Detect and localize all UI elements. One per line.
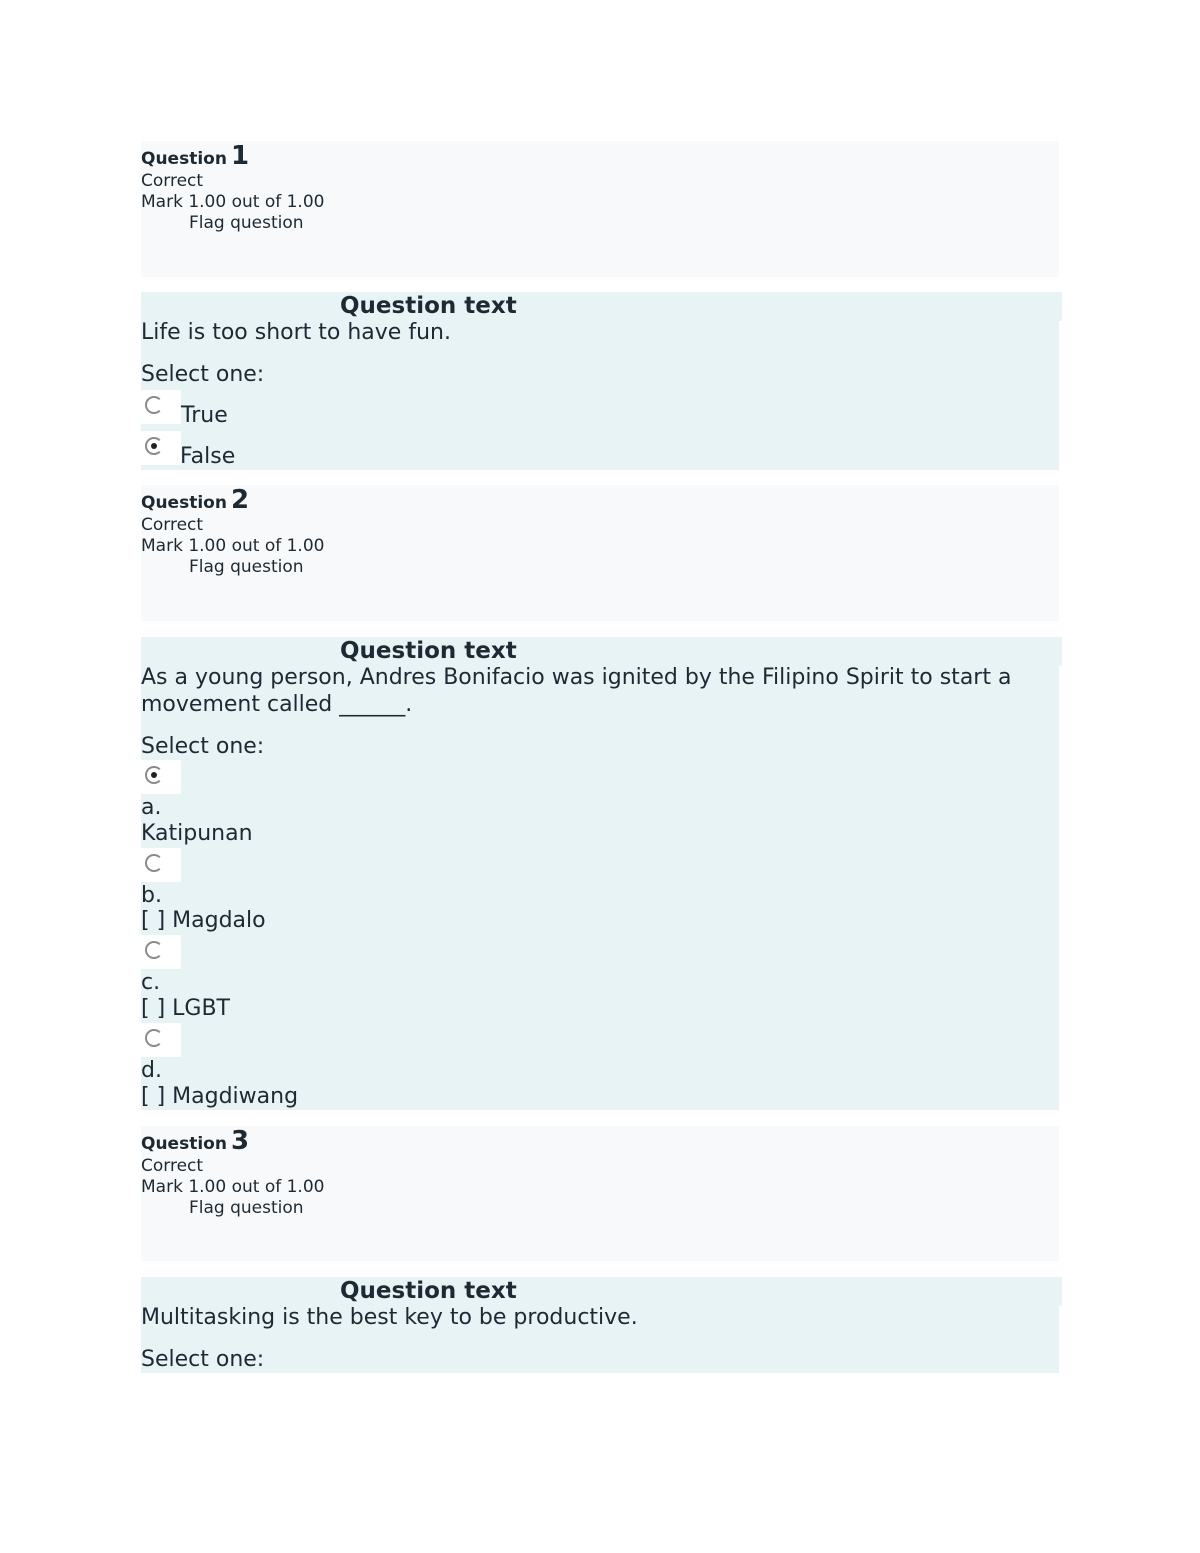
question-number: 1 — [230, 141, 250, 171]
option-false-label[interactable]: False — [180, 444, 236, 469]
option-b-letter: b. — [141, 883, 162, 908]
question-grade: Mark 1.00 out of 1.00 — [141, 536, 325, 556]
flag-question-link[interactable]: Flag question — [189, 213, 304, 233]
flag-question-link[interactable]: Flag question — [189, 557, 304, 577]
question-3-info — [141, 1126, 1059, 1261]
option-c-radio[interactable] — [141, 935, 181, 969]
option-c-letter: c. — [141, 970, 161, 995]
question-heading — [141, 143, 249, 172]
question-text-heading: Question text — [340, 637, 1062, 666]
option-d-label[interactable]: [ ] Magdiwang — [141, 1084, 299, 1109]
option-true-radio[interactable] — [141, 390, 181, 424]
radio-icon — [145, 1029, 163, 1047]
radio-checked-icon — [145, 437, 163, 455]
question-text-heading: Question text — [340, 1277, 1062, 1306]
option-c-label[interactable]: [ ] LGBT — [141, 996, 230, 1021]
option-a-label[interactable]: Katipunan — [141, 821, 253, 846]
question-3-content — [141, 1277, 1059, 1373]
question-heading — [141, 1128, 249, 1157]
option-a-radio[interactable] — [141, 760, 181, 794]
select-one-prompt: Select one: — [141, 1347, 265, 1372]
question-text-heading: Question text — [340, 292, 1062, 321]
option-false-radio[interactable] — [141, 431, 181, 465]
radio-icon — [145, 396, 163, 414]
question-text: Multitasking is the best key to be productive. — [141, 1305, 638, 1330]
question-2-info — [141, 485, 1059, 621]
question-state: Correct — [141, 515, 204, 535]
option-d-radio[interactable] — [141, 1023, 181, 1057]
question-grade: Mark 1.00 out of 1.00 — [141, 192, 325, 212]
question-heading — [141, 487, 249, 516]
option-b-label[interactable]: [ ] Magdalo — [141, 908, 266, 933]
question-label: Question — [141, 493, 227, 513]
option-d-letter: d. — [141, 1058, 162, 1083]
question-1-info — [141, 141, 1059, 277]
question-state: Correct — [141, 171, 204, 191]
question-number: 3 — [230, 1126, 250, 1156]
question-text: Life is too short to have fun. — [141, 320, 451, 345]
question-1-content — [141, 292, 1059, 470]
question-label: Question — [141, 1134, 227, 1154]
question-2-content — [141, 637, 1059, 1110]
flag-question-link[interactable]: Flag question — [189, 1198, 304, 1218]
question-text-line-2: movement called ______. — [141, 692, 413, 717]
question-grade: Mark 1.00 out of 1.00 — [141, 1177, 325, 1197]
radio-checked-icon — [145, 766, 163, 784]
select-one-prompt: Select one: — [141, 362, 265, 387]
radio-icon — [145, 941, 163, 959]
option-a-letter: a. — [141, 795, 162, 820]
option-true-label[interactable]: True — [181, 403, 228, 428]
radio-icon — [145, 854, 163, 872]
question-state: Correct — [141, 1156, 204, 1176]
option-b-radio[interactable] — [141, 848, 181, 882]
question-label: Question — [141, 149, 227, 169]
question-text-line-1: As a young person, Andres Bonifacio was ignited by the Filipino Spirit to start a — [141, 665, 1012, 690]
select-one-prompt: Select one: — [141, 734, 265, 759]
question-number: 2 — [230, 485, 250, 515]
